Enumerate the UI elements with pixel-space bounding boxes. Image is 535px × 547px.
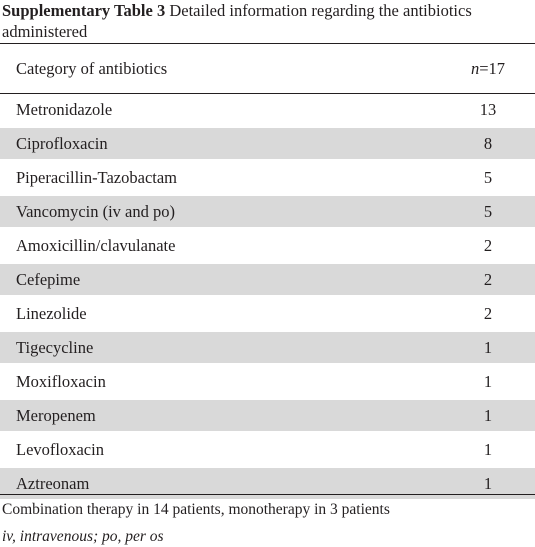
antibiotic-count: 2 [483, 236, 493, 255]
table-row [0, 162, 535, 196]
table-row [0, 434, 535, 468]
antibiotic-name: Metronidazole [16, 100, 113, 119]
table-caption [2, 0, 532, 42]
antibiotic-count: 2 [483, 270, 493, 289]
footnote-combination: Combination therapy in 14 patients, monotherapy in 3 patients [2, 501, 390, 518]
table-row [0, 400, 535, 434]
table-row [0, 196, 535, 230]
antibiotic-name: Meropenem [16, 406, 96, 425]
antibiotic-count: 1 [483, 406, 493, 425]
antibiotic-count: 13 [479, 100, 497, 119]
table-row [0, 94, 535, 128]
antibiotic-name: Piperacillin-Tazobactam [16, 168, 178, 187]
table-row [0, 366, 535, 400]
antibiotic-name: Vancomycin (iv and po) [16, 202, 175, 221]
antibiotic-name: Moxifloxacin [16, 372, 106, 391]
table-row [0, 468, 535, 502]
antibiotic-count: 1 [483, 338, 493, 357]
table-header-row [0, 44, 535, 94]
table-row [0, 128, 535, 162]
antibiotic-count: 5 [483, 168, 493, 187]
table-row [0, 298, 535, 332]
antibiotic-count: 2 [483, 304, 493, 323]
footnote-abbreviations: iv, intravenous; po, per os [2, 528, 164, 545]
antibiotic-count: 1 [483, 474, 493, 493]
header-n-symbol: n [470, 59, 480, 78]
table-row [0, 230, 535, 264]
table-body [0, 94, 535, 502]
antibiotic-count: 5 [483, 202, 493, 221]
header-count [468, 44, 508, 94]
antibiotic-count: 8 [483, 134, 493, 153]
antibiotic-name: Ciprofloxacin [16, 134, 108, 153]
header-category: Category of antibiotics [16, 59, 168, 78]
caption-text: Detailed information regarding the antibiotics administered [2, 1, 472, 41]
antibiotic-count: 1 [483, 372, 493, 391]
header-n-value: =17 [479, 59, 506, 78]
bottom-rule [0, 494, 535, 495]
table-row [0, 264, 535, 298]
table-row [0, 332, 535, 366]
antibiotic-name: Aztreonam [16, 474, 90, 493]
antibiotic-name: Tigecycline [16, 338, 94, 357]
caption-label: Supplementary Table 3 [2, 1, 166, 20]
antibiotic-name: Levofloxacin [16, 440, 104, 459]
antibiotic-name: Linezolide [16, 304, 87, 323]
antibiotic-count: 1 [483, 440, 493, 459]
antibiotic-name: Cefepime [16, 270, 81, 289]
antibiotic-name: Amoxicillin/clavulanate [16, 236, 176, 255]
